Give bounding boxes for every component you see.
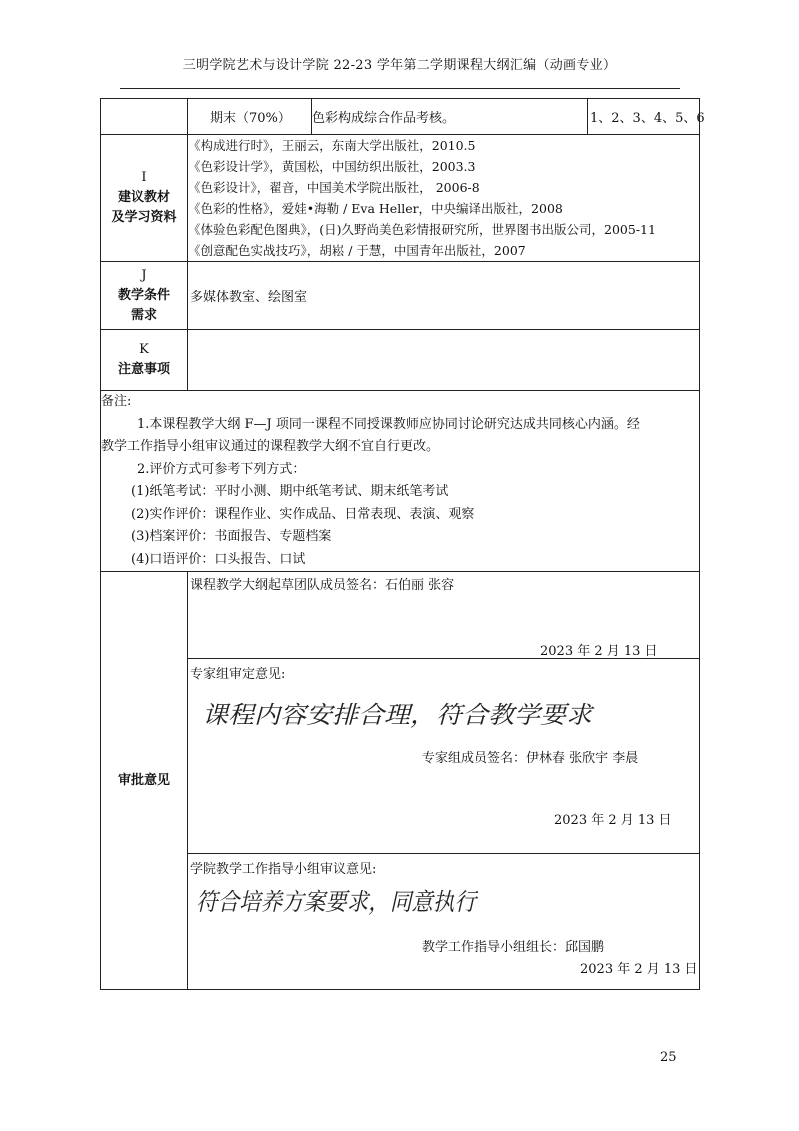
syllabus-table xyxy=(100,98,705,990)
college-row xyxy=(101,854,700,990)
expert-cell xyxy=(188,659,700,854)
expert-members: 专家组成员签名：伊林春 张欣宇 李晨 xyxy=(422,751,639,766)
book-item: 《色彩的性格》，爱娃•海勒 / Eva Heller，中央编译出版社，2008 xyxy=(188,201,563,216)
recommended-books xyxy=(188,135,700,262)
section-i-label-line2: 及学习资料 xyxy=(111,210,177,225)
notes-item-1: 1.本课程教学大纲 F—J 项同一课程不同授课教师应协同讨论研究达成共同核心内涵。经 xyxy=(137,416,640,432)
expert-title: 专家组审定意见: xyxy=(190,667,286,682)
college-leader: 教学工作指导小组组长：邱国鹏 xyxy=(422,940,605,955)
book-item: 《色彩设计》，翟音，中国美术学院出版社， 2006-8 xyxy=(188,180,480,195)
notes-row xyxy=(101,391,700,572)
section-k-letter: K xyxy=(139,342,149,357)
drafting-row xyxy=(101,572,700,659)
notes-item-1-cont: 教学工作指导小组审议通过的课程教学大纲不宜自行更改。 xyxy=(101,439,440,454)
final-exam-content: 色彩构成综合作品考核。 xyxy=(312,99,588,135)
final-exam-targets: 1、2、3、4、5、6 xyxy=(588,99,700,135)
section-i-label-line1: 建议教材 xyxy=(117,190,170,205)
expert-row xyxy=(101,659,700,854)
college-handwritten-text: 符合培养方案要求，同意执行 xyxy=(196,888,479,916)
page-header: 三明学院艺术与设计学院 22-23 学年第二学期课程大纲汇编（动画专业） xyxy=(182,58,617,73)
final-exam-row xyxy=(101,99,700,135)
book-item: 《创意配色实战技巧》，胡崧 / 于慧，中国青年出版社，2007 xyxy=(188,243,526,258)
section-i-label xyxy=(101,135,188,262)
section-j-label-line2: 需求 xyxy=(130,307,157,323)
section-k-row xyxy=(101,330,700,391)
college-date: 2023 年 2 月 13 日 xyxy=(580,962,698,977)
section-i-letter: I xyxy=(141,170,147,185)
college-title: 学院教学工作指导小组审议意见: xyxy=(190,862,377,877)
section-j-content: 多媒体教室、绘图室 xyxy=(188,262,700,330)
drafting-signatures: 课程教学大纲起草团队成员签名：石伯丽 张容 xyxy=(190,578,455,593)
section-k-label xyxy=(101,330,188,391)
eval-method: (4)口语评价：口头报告、口试 xyxy=(131,551,306,567)
empty-cell xyxy=(101,99,188,135)
expert-handwritten-text: 课程内容安排合理，符合教学要求 xyxy=(202,701,596,729)
book-item: 《色彩设计学》，黄国松，中国纺织出版社，2003.3 xyxy=(188,159,476,174)
section-j-row xyxy=(101,262,700,330)
section-k-label-line1: 注意事项 xyxy=(117,362,170,377)
section-j-letter: J xyxy=(141,267,147,283)
final-exam-label: 期末（70%） xyxy=(188,99,312,135)
section-j-label xyxy=(101,262,188,330)
college-handwritten-opinion xyxy=(196,882,496,922)
approval-label: 审批意见 xyxy=(101,572,188,990)
college-cell xyxy=(188,854,700,990)
drafting-cell xyxy=(188,572,700,659)
page-number: 25 xyxy=(660,1050,677,1065)
header-divider xyxy=(120,88,680,89)
section-j-label-line1: 教学条件 xyxy=(117,287,170,303)
book-item: 《构成进行时》，王丽云，东南大学出版社，2010.5 xyxy=(188,138,476,153)
book-item: 《体验色彩配色图典》，(日)久野尚美色彩情报研究所，世界图书出版公司，2005-11 xyxy=(188,222,656,237)
eval-method: (2)实作评价：课程作业、实作成品、日常表现、表演、观察 xyxy=(131,506,475,522)
section-k-content xyxy=(188,330,700,391)
drafting-date: 2023 年 2 月 13 日 xyxy=(540,644,658,659)
expert-handwritten-opinion xyxy=(202,695,602,735)
notes-title: 备注: xyxy=(101,394,132,409)
eval-method: (1)纸笔考试：平时小测、期中纸笔考试、期末纸笔考试 xyxy=(131,484,449,499)
expert-date: 2023 年 2 月 13 日 xyxy=(554,813,672,828)
section-i-row xyxy=(101,135,700,262)
eval-method: (3)档案评价：书面报告、专题档案 xyxy=(131,529,332,544)
notes-block xyxy=(101,391,700,572)
notes-item-2: 2.评价方式可参考下列方式： xyxy=(137,461,306,477)
